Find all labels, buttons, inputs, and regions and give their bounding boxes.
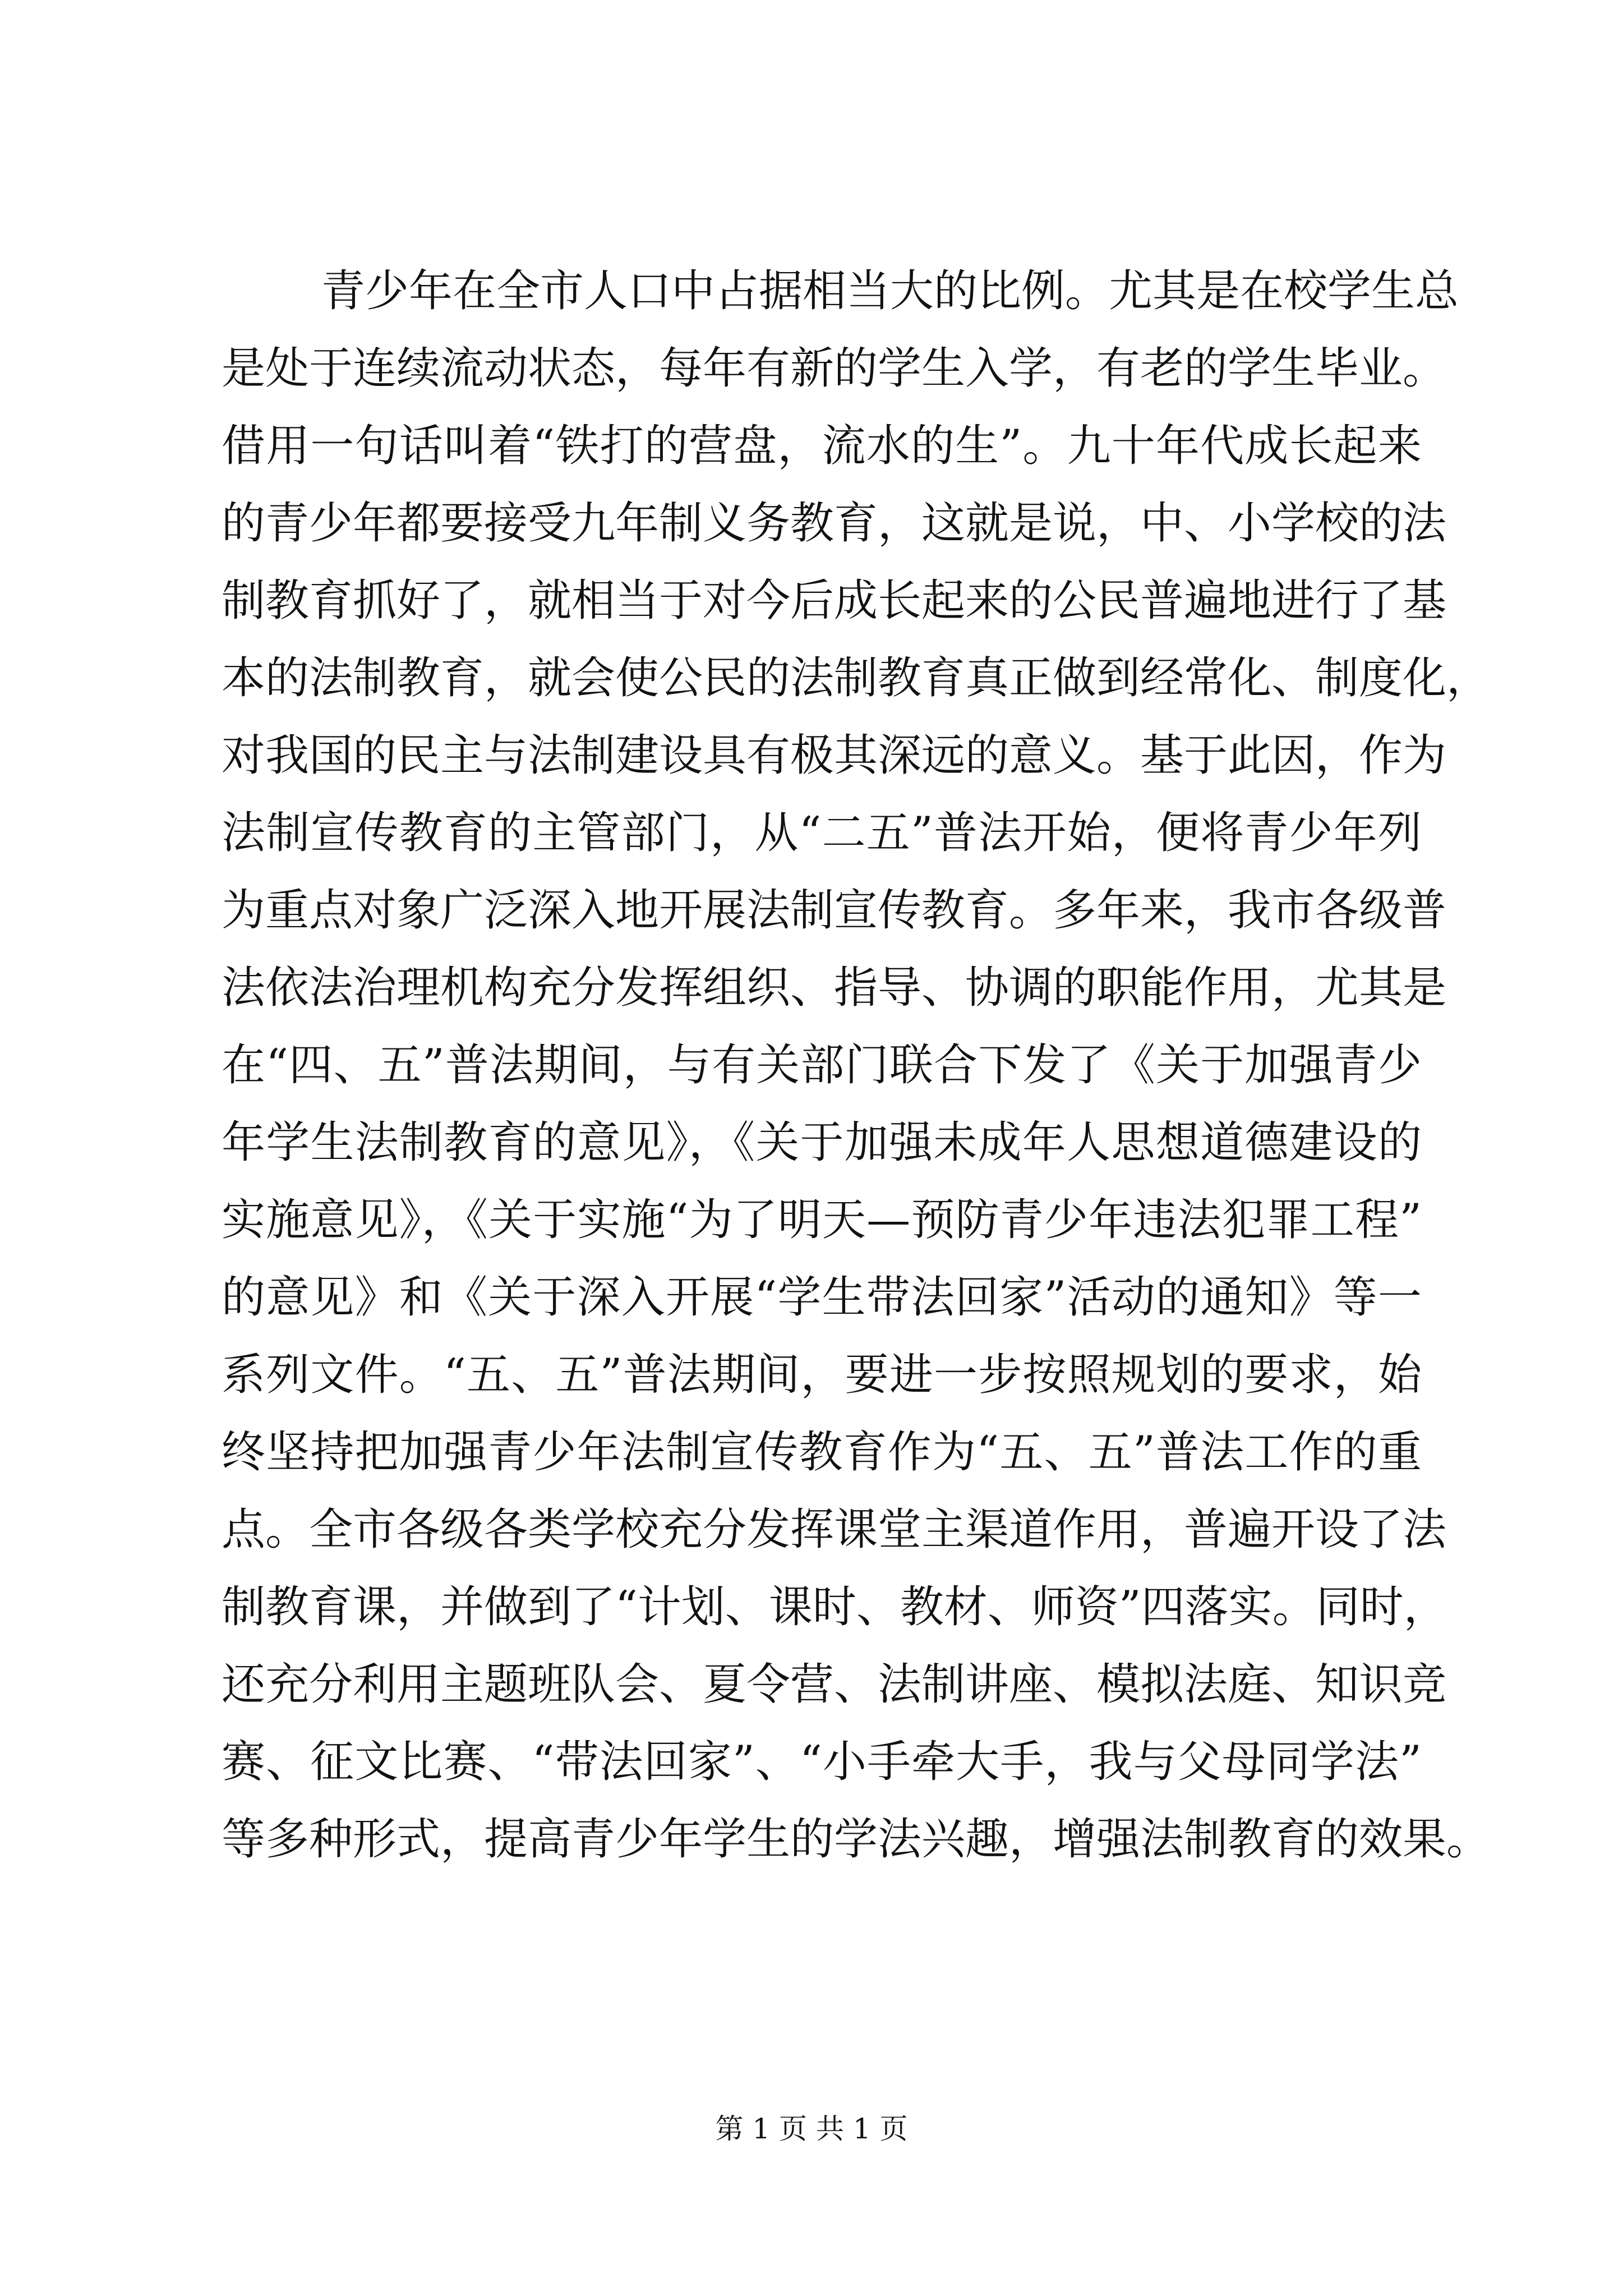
paragraph-line: 的青少年都要接受九年制义务教育，这就是说，中、小学校的法 [222,498,1447,549]
paragraph-line: 终坚持把加强青少年法制宣传教育作为“五、五”普法工作的重 [222,1427,1422,1478]
paragraph-line: 还充分利用主题班队会、夏令营、法制讲座、模拟法庭、知识竞 [222,1659,1447,1710]
paragraph-line: 制教育抓好了，就相当于对今后成长起来的公民普遍地进行了基 [222,576,1447,626]
paragraph-line: 等多种形式，提高青少年学生的学法兴趣，增强法制教育的效果。 [222,1814,1491,1865]
paragraph-line: 赛、征文比赛、“带法回家”、“小手牵大手，我与父母同学法” [222,1737,1422,1787]
paragraph-line: 对我国的民主与法制建设具有极其深远的意义。基于此因，作为 [222,730,1447,781]
paragraph-line: 点。全市各级各类学校充分发挥课堂主渠道作用，普遍开设了法 [222,1504,1447,1555]
paragraph-line: 青少年在全市人口中占据相当大的比例。尤其是在校学生总 [321,266,1459,316]
paragraph-line: 本的法制教育，就会使公民的法制教育真正做到经常化、制度化， [222,653,1491,703]
paragraph-line: 实施意见》，《关于实施“为了明天—预防青少年违法犯罪工程” [222,1195,1422,1245]
paragraph-line: 系列文件。“五、五”普法期间，要进一步按照规划的要求，始 [222,1350,1422,1400]
paragraph-line: 为重点对象广泛深入地开展法制宣传教育。多年来，我市各级普 [222,885,1447,936]
paragraph-line: 制教育课，并做到了“计划、课时、教材、师资”四落实。同时， [222,1582,1447,1632]
paragraph-line: 是处于连续流动状态，每年有新的学生入学，有老的学生毕业。 [222,343,1447,394]
paragraph-line: 在“四、五”普法期间，与有关部门联合下发了《关于加强青少 [222,1040,1422,1091]
paragraph-line: 法依法治理机构充分发挥组织、指导、协调的职能作用，尤其是 [222,963,1447,1013]
paragraph-line: 借用一句话叫着“铁打的营盘，流水的生”。九十年代成长起来 [222,421,1422,471]
paragraph-line: 法制宣传教育的主管部门，从“二五”普法开始，便将青少年列 [222,808,1422,858]
paragraph-line: 年学生法制教育的意见》，《关于加强未成年人思想道德建设的 [222,1117,1422,1168]
paragraph-line: 的意见》和《关于深入开展“学生带法回家”活动的通知》等一 [222,1272,1422,1323]
body-paragraph [222,252,1491,1878]
page-footer: 第 1 页 共 1 页 [715,2113,908,2145]
